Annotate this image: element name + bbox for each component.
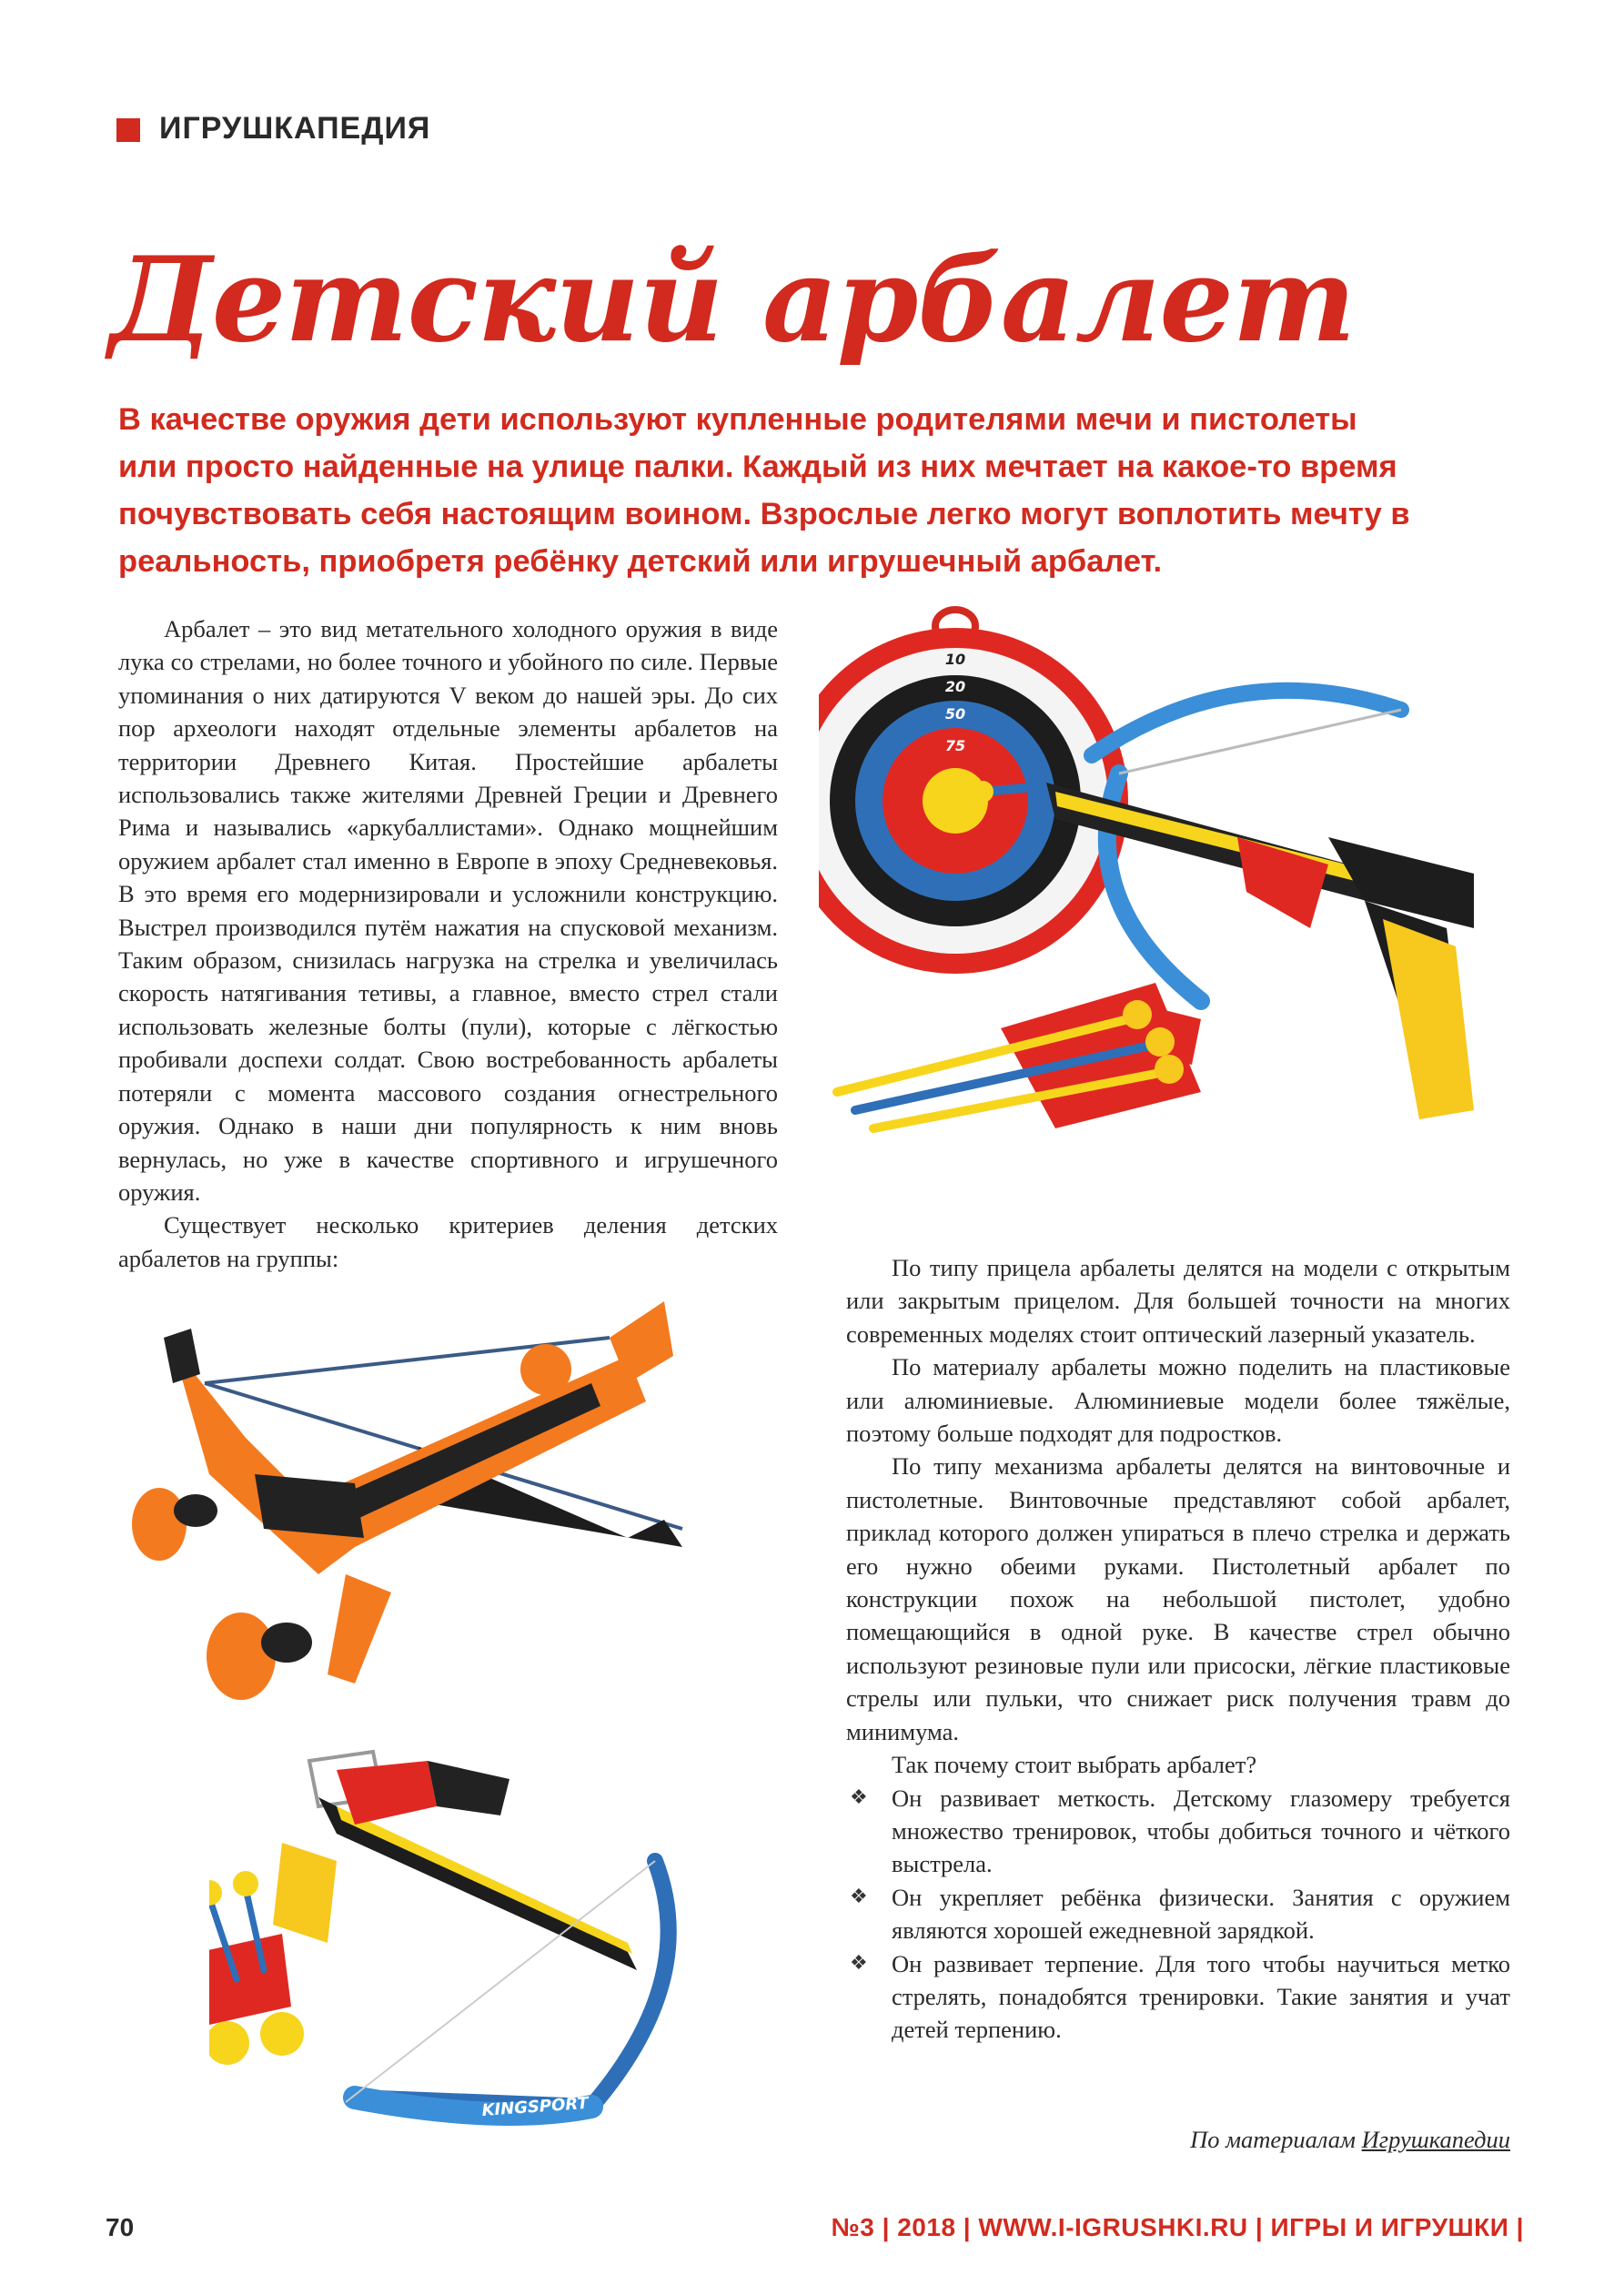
left-column (118, 612, 778, 1275)
list-item-text: Он развивает терпение. Для того чтобы научиться метко стрелять, понадобятся тренировки. Такие занятия и учат детей терпению. (892, 1949, 1510, 2044)
target-label-10: 10 (944, 651, 966, 668)
bullet-icon: ❖ (850, 1785, 868, 1809)
source-credit (846, 2126, 1510, 2154)
paragraph: Так почему стоит выбрать арбалет? (892, 1751, 1257, 1779)
list-item (846, 1782, 1510, 1881)
bullet-icon: ❖ (850, 1951, 868, 1975)
list-item-text: Он развивает меткость. Детскому глазомеру требуется множество тренировок, чтобы добиться точного и чёткого выстрела. (892, 1784, 1510, 1878)
footer-issue-info: №3 | 2018 | WWW.I-IGRUSHKI.RU | ИГРЫ И ИГРУШКИ | (831, 2213, 1524, 2241)
page-number: 70 (106, 2213, 135, 2241)
article-lead (118, 396, 1519, 585)
section-label: ИГРУШКАПЕДИЯ (159, 111, 431, 146)
paragraph: По материалу арбалеты можно поделить на пластиковые или алюминиевые. Алюминиевые модели более тяжёлые, поэтому больше подходят для подростков. (846, 1353, 1510, 1448)
section-marker (116, 118, 140, 142)
target-label-50: 50 (944, 705, 966, 723)
list-item-text: Он укрепляет ребёнка физически. Занятия с оружием являются хорошей ежедневной зарядкой. (892, 1883, 1510, 1945)
target-crossbow-image (819, 601, 1510, 1165)
paragraph: По типу механизма арбалеты делятся на винтовочные и пистолетные. Винтовочные представляют собой арбалет, приклад которого должен упираться в плечо стрелка и держать его нужно обеими руками. Пистолетный арбалет по конструкции похож на небольшой пистолет, удобно помещающийся в одной руке. В качестве стрел обычно используют резиновые пули или присоски, лёгкие пластиковые стрелы или пульки, что снижает риск получения травм до минимума. (846, 1452, 1510, 1745)
bullet-icon: ❖ (850, 1885, 868, 1908)
target-label-20: 20 (944, 678, 966, 695)
source-link[interactable]: Игрушкапедии (1361, 2126, 1510, 2153)
reasons-list (846, 1782, 1510, 2047)
right-column (846, 1251, 1510, 2047)
orange-crossbow-image (118, 1301, 796, 1738)
paragraph: Существует несколько критериев деления детских арбалетов на группы: (118, 1211, 778, 1272)
list-item (846, 1947, 1510, 2047)
lead-line: реальность, приобретя ребёнку детский или игрушечный арбалет. (118, 544, 1163, 579)
source-prefix: По материалам (1190, 2126, 1356, 2153)
paragraph: Арбалет – это вид метательного холодного оружия в виде лука со стрелами, но более точного и убойного по силе. Первые упоминания о них датируются V веком до нашей эры. До сих пор археологи находят отдельные элементы арбалетов на территории Древнего Китая. Простейшие арбалеты использовались также жителями Древней Греции и Древнего Рима и назывались «аркубаллистами». Однако мощнейшим оружием арбалет стал именно в Европе в эпоху Средневековья. В это время его модернизировали и усложнили конструкцию. Выстрел производился путём нажатия на спусковой механизм. Таким образом, снизилась нагрузка на стрелка и увеличилась скорость натягивания тетивы, а главное, вместо стрел стали использовать железные болты (пули), которые с лёгкостью пробивали доспехи солдат. Свою востребованность арбалеты потеряли с момента массового создания огнестрельного оружия. Однако в наши дни популярность к ним вновь вернулась, но уже в качестве спортивного и игрушечного оружия. (118, 615, 778, 1206)
pistol-crossbow-image (209, 1743, 792, 2179)
target-label-75: 75 (944, 737, 966, 754)
paragraph: По типу прицела арбалеты делятся на модели с открытым или закрытым прицелом. Для большей точности на многих современных моделях стоит оптический лазерный указатель. (846, 1254, 1510, 1348)
article-title: Детский арбалет (109, 232, 1356, 369)
lead-line: В качестве оружия дети используют купленные родителями мечи и пистолеты (118, 402, 1357, 437)
bow-brand-label: KINGSPORT (480, 2093, 590, 2120)
lead-line: или просто найденные на улице палки. Каждый из них мечтает на какое-то время (118, 450, 1397, 484)
list-item (846, 1881, 1510, 1947)
lead-line: почувствовать себя настоящим воином. Взрослые легко могут воплотить мечту в (118, 497, 1410, 531)
